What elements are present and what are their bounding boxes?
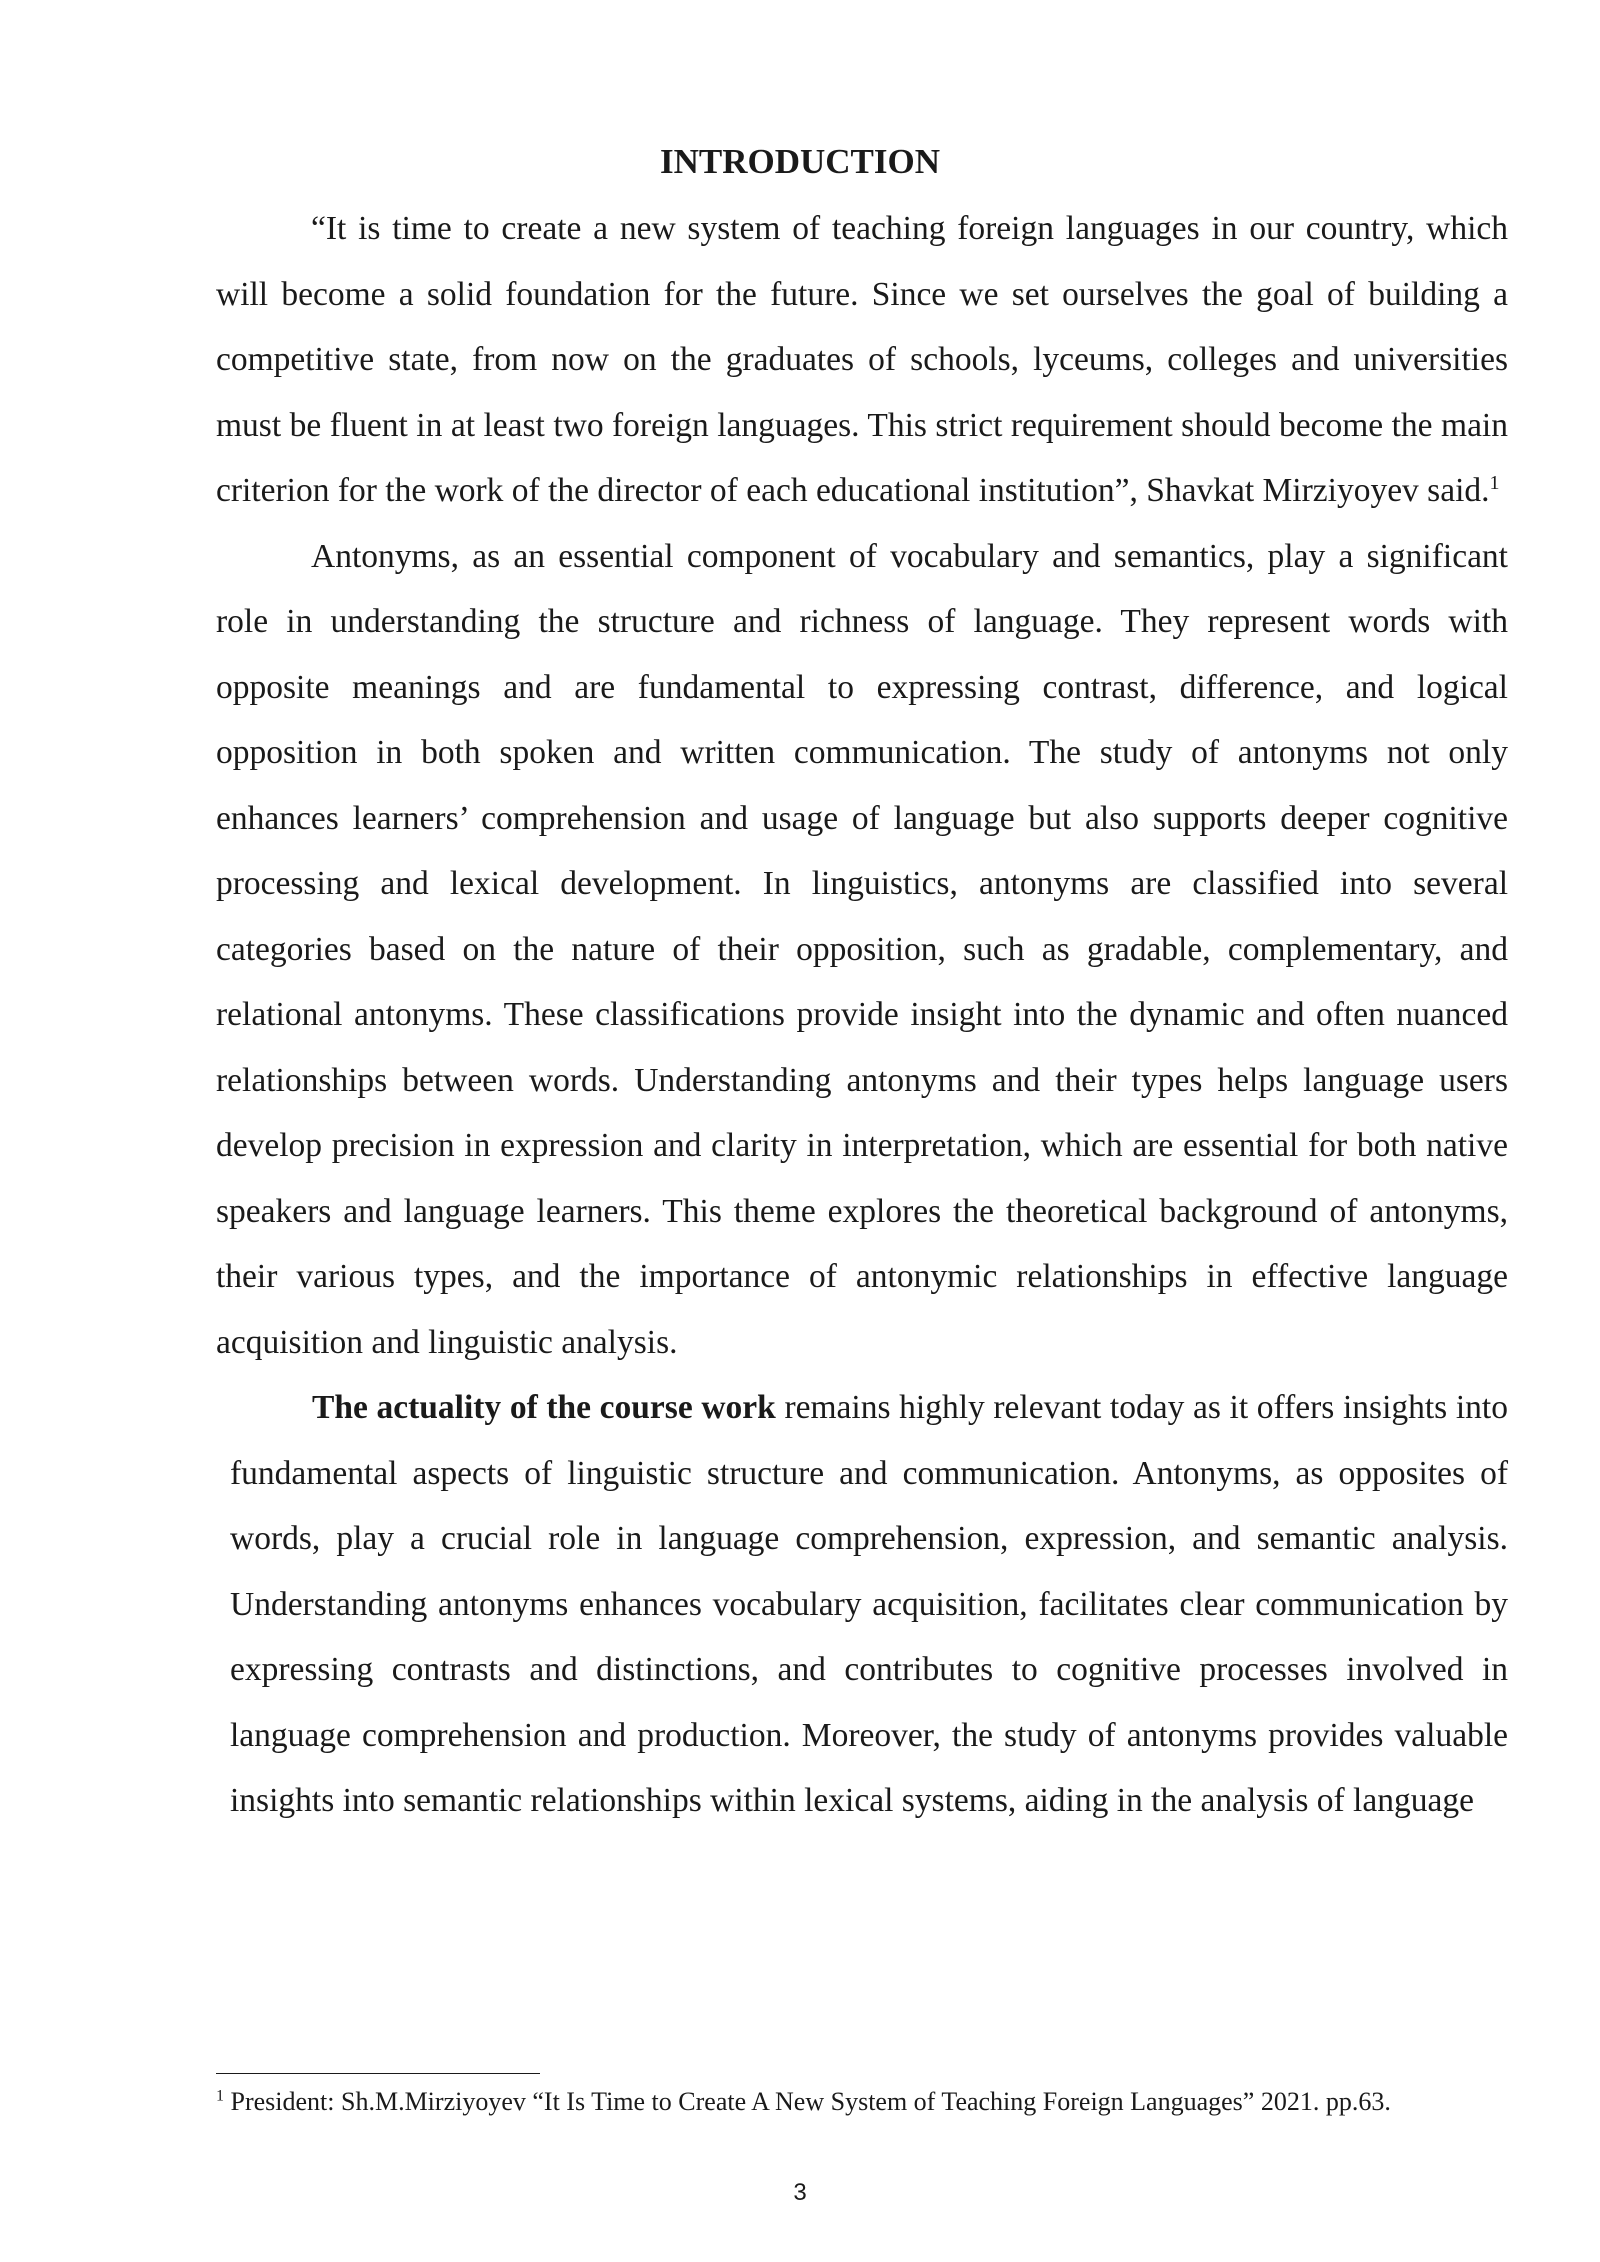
paragraph-quote [216,196,1508,524]
footnote-marker: 1 [216,2087,224,2105]
footnote [216,2085,1516,2119]
page-number: 3 [793,2179,807,2206]
footnote-separator [216,2073,540,2074]
paragraph-actuality [230,1375,1508,1834]
paragraph-antonyms-text: Antonyms, as an essential component of vocabulary and semantics, play a significant role in understanding the structure and richness of language. They represent words with opposite meanings and are fundamental to expressing contrast, difference, and logical opposition in both spoken and written communication. The study of antonyms not only enhances learners’ comprehension and usage of language but also supports deeper cognitive processing and lexical development. In linguistics, antonyms are classified into several categories based on the nature of their opposition, such as gradable, complementary, and relational antonyms. These classifications provide insight into the dynamic and often nuanced relationships between words. Understanding antonyms and their types helps language users develop precision in expression and clarity in interpretation, which are essential for both native speakers and language learners. This theme explores the theoretical background of antonyms, their various types, and the importance of antonymic relationships in effective language acquisition and linguistic analysis. [216,537,1508,1361]
page-heading: INTRODUCTION [659,142,941,181]
body-text [216,196,1508,1834]
footnote-reference[interactable]: 1 [1489,471,1500,494]
paragraph-quote-text: “It is time to create a new system of teaching foreign languages in our country, which will become a solid foundation for the future. Since we set ourselves the goal of building a competitive state, from now on the graduates of schools, lyceums, colleges and universities must be fluent in at least two foreign languages. This strict requirement should become the main criterion for the work of the director of each educational institution”, Shavkat Mirziyoyev said. [216,210,1508,509]
paragraph-actuality-lead: The actuality of the course work [312,1389,776,1426]
footnote-text: President: Sh.M.Mirziyoyev “It Is Time to Create A New System of Teaching Foreign Languages” 2021. pp.63. [224,2087,1391,2116]
paragraph-actuality-text: remains highly relevant today as it offers insights into fundamental aspects of linguistic structure and communication. Antonyms, as opposites of words, play a crucial role in language comprehension, expression, and semantic analysis. Understanding antonyms enhances vocabulary acquisition, facilitates clear communication by expressing contrasts and distinctions, and contributes to cognitive processes involved in language comprehension and production. Moreover, the study of antonyms provides valuable insights into semantic relationships within lexical systems, aiding in the analysis of language [230,1389,1508,1819]
paragraph-antonyms [216,524,1508,1376]
